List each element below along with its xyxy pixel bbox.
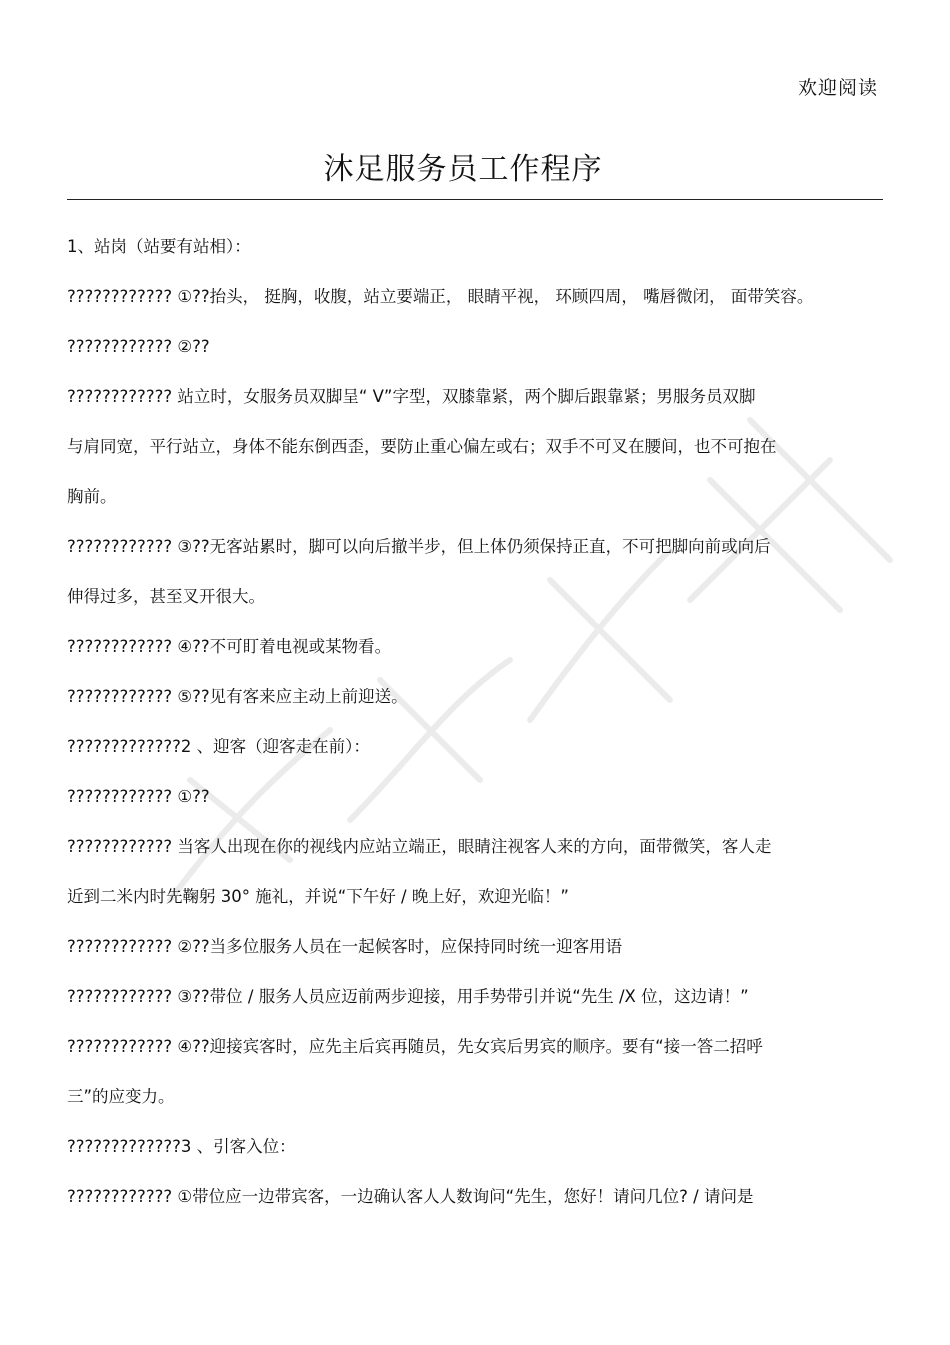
text-line: 与肩同宽，平行站立，身体不能东倒西歪，要防止重心偏左或右；双手不可叉在腰间，也不可抱在 <box>67 437 777 456</box>
text-line: ?????????????2 、迎客（迎客走在前）： <box>67 737 370 756</box>
text-line: ???????????? ②??当多位服务人员在一起候客时，应保持同时统一迎客用语 <box>67 937 623 956</box>
text-line: 三”的应变力。 <box>67 1087 175 1106</box>
title-divider <box>67 199 883 200</box>
text-line: ???????????? ④??不可盯着电视或某物看。 <box>67 637 392 656</box>
text-line: ???????????? ③??无客站累时，脚可以向后撤半步，但上体仍须保持正直，不可把脚向前或向后 <box>67 537 771 556</box>
text-line: ???????????? ①?? <box>67 787 210 806</box>
text-line: 胸前。 <box>67 487 117 506</box>
text-line: ?????????????3 、引客入位： <box>67 1137 296 1156</box>
text-line: 1、站岗（站要有站相）： <box>67 237 251 256</box>
text-line: ???????????? ②?? <box>67 337 210 356</box>
text-line: ???????????? ①带位应一边带宾客，一边确认客人人数询问“先生，您好！请问几位? / 请问是 <box>67 1187 754 1206</box>
header-note: 欢迎阅读 <box>797 77 878 99</box>
text-line: 伸得过多，甚至叉开很大。 <box>67 587 265 606</box>
page-title: 沐足服务员工作程序 <box>323 152 603 187</box>
document-body <box>67 237 885 1237</box>
text-line: 近到二米内时先鞠躬 30° 施礼，并说“下午好 / 晚上好，欢迎光临！” <box>67 887 569 906</box>
text-line: ???????????? 站立时，女服务员双脚呈“ V”字型，双膝靠紧，两个脚后跟靠紧；男服务员双脚 <box>67 387 756 406</box>
text-line: ???????????? ④??迎接宾客时，应先主后宾再随员，先女宾后男宾的顺序。要有“接一答二招呼 <box>67 1037 763 1056</box>
text-line: ???????????? 当客人出现在你的视线内应站立端正，眼睛注视客人来的方向，面带微笑，客人走 <box>67 837 772 856</box>
text-line: ???????????? ③??带位 / 服务人员应迈前两步迎接，用手势带引并说“先生 /X 位，这边请！” <box>67 987 749 1006</box>
text-line: ???????????? ①??抬头， 挺胸，收腹，站立要端正， 眼睛平视， 环顾四周， 嘴唇微闭， 面带笑容。 <box>67 287 814 306</box>
text-line: ???????????? ⑤??见有客来应主动上前迎送。 <box>67 687 408 706</box>
